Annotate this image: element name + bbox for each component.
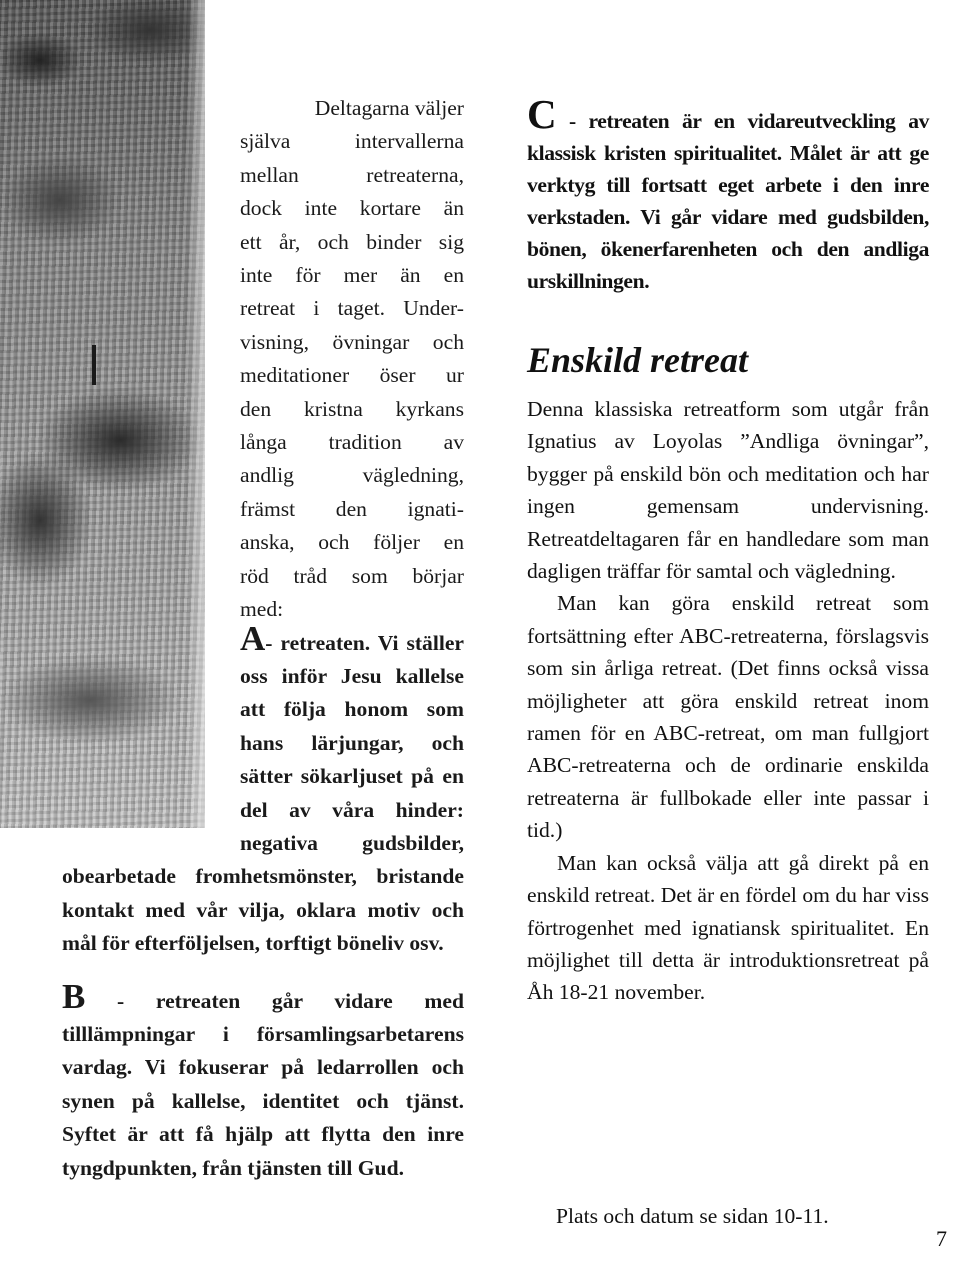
footer-note: Plats och datum se sidan 10-11. [556, 1204, 829, 1228]
intro-line: mellan retreaterna, [240, 162, 464, 187]
b-retreat-text: - retreaten går vidare med tilllämpningar i församlingsarbetarens vardag. Vi fokuserar på ledarrollen och synen på kallelse, identitet och tjänst. Syftet är att få hjälp att flytta den inre tyngdpunkten, från tjänsten till Gud. [62, 988, 464, 1180]
right-column [527, 91, 929, 1009]
intro-line: röd tråd som börjar [240, 563, 464, 588]
enskild-paragraph-2: Man kan göra enskild retreat som fortsättning efter ABC-retreaterna, förslagsvis som sin årliga retreat. (Det finns också vissa möjligheter att göra enskild retreat inom ramen för en ABC-retreat, om man fullgjort ABC-retreaterna och de ordinarie enskilda retreaterna är fullbokade eller inte passar i tid.) [527, 591, 929, 843]
intro-line: den kristna kyrkans [240, 396, 464, 421]
intro-line: själva intervallerna [240, 129, 464, 154]
intro-line: med: [240, 597, 284, 622]
b-letter: B [62, 976, 86, 1016]
page-number: 7 [936, 1226, 947, 1251]
intro-line: ett år, och binder sig [240, 229, 464, 254]
c-letter: C [527, 91, 557, 137]
a-retreat-text: - retreaten. Vi ställer oss inför Jesu kallelse att följa honom som hans lärjungar, och sätter sökarljuset på en del av våra hinder: negativa gudsbilder, obearbetade fromhetsmönster, bristande kontakt med vår vilja, oklara motiv och mål för efterföljelsen, torftigt böneliv osv. [62, 630, 464, 956]
intro-line: meditationer öser ur [240, 363, 464, 388]
intro-line: anska, och följer en [240, 530, 464, 555]
intro-line: andlig vägledning, [240, 463, 464, 488]
intro-line: retreat i taget. Under- [240, 296, 464, 321]
b-retreat-paragraph [62, 976, 464, 1185]
intro-line: dock inte kortare än [240, 196, 464, 221]
enskild-paragraph-3: Man kan också välja att gå direkt på en enskild retreat. Det är en fördel om du har viss förtrogenhet med ignatiansk spiritualitet. En möjlighet till detta är introduktionsretreat på Åh 18-21 november. [527, 850, 929, 1005]
a-letter: A [240, 618, 266, 658]
c-retreat-text: - retreaten är en vidareutveckling av klassisk kristen spiritualitet. Målet är att ge verktyg till fortsatt eget arbete i den inre verkstaden. Vi går vidare med gudsbilden, bönen, ökenerfarenheten och den andliga urskillningen. [527, 109, 929, 293]
intro-line: Deltagarna väljer [314, 96, 464, 120]
c-retreat-paragraph [527, 91, 929, 297]
intro-line: främst den ignati- [240, 496, 464, 521]
enskild-paragraph-1: Denna klassiska retreatform som utgår från Ignatius av Loyolas ”Andliga övningar”, bygger på enskild bön och meditation och har ingen gemensam undervisning. Retreatdeltagaren får en handledare som man dagligen träffar för samtal och vägledning. [527, 397, 929, 584]
section-heading: Enskild retreat [527, 340, 749, 380]
intro-line: visning, övningar och [240, 329, 464, 354]
intro-line: inte för mer än en [240, 263, 464, 288]
left-column [62, 92, 464, 1185]
intro-line: långa tradition av [240, 430, 464, 455]
